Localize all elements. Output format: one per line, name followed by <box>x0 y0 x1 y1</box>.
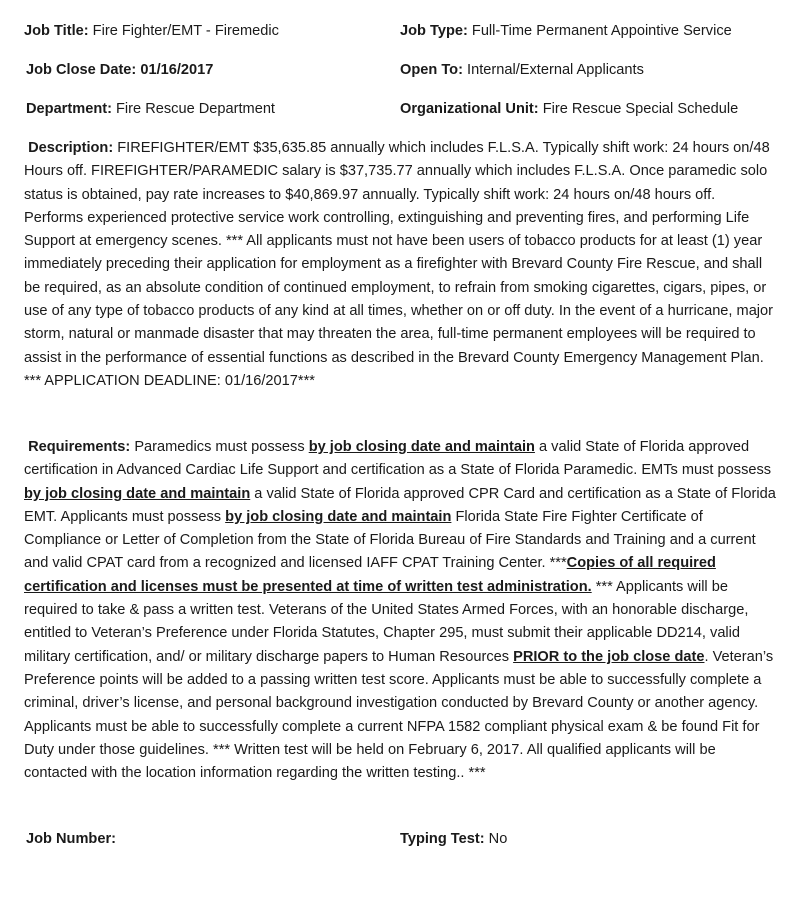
description-paragraph <box>24 137 776 393</box>
typing-test-label: Typing Test: <box>400 831 485 847</box>
requirements-emphasis-2: by job closing date and maintain <box>24 485 251 502</box>
requirements-emphasis-5: PRIOR to the job close date <box>513 648 705 665</box>
typing-test-value: No <box>488 831 508 847</box>
requirements-text-5: *** Applicants will be required to take & pass a written test. Veterans of the United States Armed Forces, with an honorable discharge, entitled to Veteran’s Preference under Florida Statutes, Chapter 295, must submit their applicable DD214, valid military certification, and/ or military discharge papers to Human Resources <box>24 578 749 665</box>
org-unit-field <box>400 98 738 120</box>
job-close-date-field <box>26 59 213 81</box>
description-text: FIREFIGHTER/EMT $35,635.85 annually which includes F.L.S.A. Typically shift work: 24 hours on/48 Hours off. FIREFIGHTER/PARAMEDIC salary is $37,735.77 annually which includes F.L.S.A. Once paramedic solo status is obtained, pay rate increases to $40,869.97 annually. Typically shift work: 24 hours on/48 hours off. Performs experienced protective service work controlling, extinguishing and preventing fires, and performing Life Support at emergency scenes. *** All applicants must not have been users of tobacco products for at least (1) year immediately preceding their application for employment as a firefighter with Brevard County Fire Rescue, and shall be required, as an absolute condition of continued employment, to refrain from smoking cigarettes, cigars, pipes, or use of any type of tobacco products of any kind at all times, whether on or off duty. In the event of a hurricane, major storm, natural or manmade disaster that may threaten the area, full-time permanent employees will be required to assist in the performance of essential functions as described in the Brevard County Emergency Management Plan. *** APPLICATION DEADLINE: 01/16/2017*** <box>24 140 774 389</box>
job-title-value: Fire Fighter/EMT - Firemedic <box>92 23 279 39</box>
job-type-field <box>400 20 732 42</box>
job-close-date-value: 01/16/2017 <box>140 62 214 78</box>
department-field <box>26 98 275 120</box>
open-to-value: Internal/External Applicants <box>467 62 644 78</box>
typing-test-field <box>400 828 507 850</box>
open-to-label: Open To: <box>400 62 463 78</box>
job-title-field <box>24 20 279 42</box>
open-to-field <box>400 59 644 81</box>
job-title-label: Job Title: <box>24 23 89 39</box>
org-unit-label: Organizational Unit: <box>400 101 539 117</box>
job-type-label: Job Type: <box>400 23 468 39</box>
department-value: Fire Rescue Department <box>116 101 275 117</box>
requirements-text-6: . Veteran’s Preference points will be added to a passing written test score. Applicants must be able to successfully complete a criminal, driver’s license, and personal background investigation conducted by Brevard County or another agency. Applicants must be able to successfully complete a current NFPA 1582 compliant physical exam & be found Fit for Duty under those guidelines. *** Written test will be held on February 6, 2017. All qualified applicants will be contacted with the location information regarding the written testing.. *** <box>24 648 774 782</box>
requirements-label: Requirements: <box>28 439 131 455</box>
requirements-paragraph <box>24 436 776 785</box>
job-number-label: Job Number: <box>26 831 116 847</box>
requirements-text-4: Florida State Fire Fighter Certificate of Compliance or Letter of Completion from the State of Florida Bureau of Fire Standards and Training and a current and valid CPAT card from a recognized and licensed IAFF CPAT Training Center. *** <box>24 508 756 572</box>
row-close-date <box>0 59 808 81</box>
job-close-date-label: Job Close Date: <box>26 62 137 78</box>
description-label: Description: <box>28 140 114 156</box>
requirements-text-1: Paramedics must possess <box>134 439 305 455</box>
requirements-text-3: a valid State of Florida approved CPR Card and certification as a State of Florida EMT. Applicants must possess <box>24 485 776 525</box>
org-unit-value: Fire Rescue Special Schedule <box>542 101 739 117</box>
job-type-value: Full-Time Permanent Appointive Service <box>471 23 732 39</box>
requirements-emphasis-1: by job closing date and maintain <box>308 439 535 455</box>
requirements-text-2: a valid State of Florida approved certification in Advanced Cardiac Life Support and certification as a State of Florida Paramedic. EMTs must possess <box>24 439 772 479</box>
requirements-emphasis-4: Copies of all required certification and licenses must be presented at time of written test administration. <box>24 555 716 595</box>
row-job-number <box>0 828 808 850</box>
requirements-emphasis-3: by job closing date and maintain <box>225 508 452 525</box>
job-number-field <box>26 828 116 850</box>
department-label: Department: <box>26 101 112 117</box>
row-department <box>0 98 808 120</box>
row-job-title <box>0 20 808 42</box>
